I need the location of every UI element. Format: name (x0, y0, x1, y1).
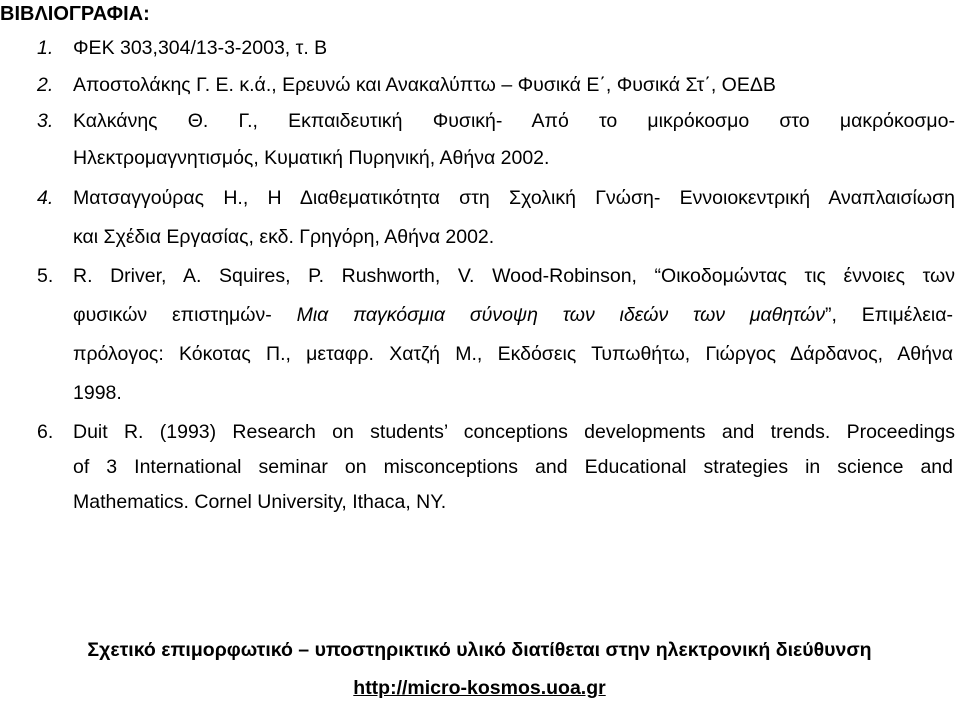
bibliography-entry-4-continued (73, 224, 953, 250)
entry-line: Mathematics. Cornel University, Ithaca, NY. (73, 491, 447, 513)
entry-number: 5. (37, 265, 54, 287)
entry-number: 2. (37, 74, 54, 96)
entry-line (73, 302, 953, 328)
bibliography-entry-6-line-3 (73, 489, 953, 515)
entry-line: και Σχέδια Εργασίας, εκδ. Γρηγόρη, Αθήνα 2002. (73, 226, 495, 248)
entry-line: Ηλεκτρομαγνητισμός, Κυματική Πυρηνική, Αθήνα 2002. (73, 147, 550, 169)
bibliography-entry-5-line-4 (73, 380, 953, 406)
bibliography-entry-6-line-2 (73, 454, 953, 480)
entry-text (73, 35, 955, 61)
entry-number: 6. (37, 421, 54, 443)
entry-line: ΦΕΚ 303,304/13-3-2003, τ. Β (73, 37, 328, 59)
entry-line: Αποστολάκης Γ. Ε. κ.ά., Ερευνώ και Ανακαλύπτω – Φυσικά Ε΄, Φυσικά Στ΄, ΟΕΔΒ (73, 74, 776, 96)
bibliography-heading: ΒΙΒΛΙΟΓΡΑΦΙΑ: (0, 3, 150, 25)
entry-text-segment: ”, Επιμέλεια- (825, 304, 954, 326)
entry-number: 1. (37, 37, 54, 59)
entry-line: of 3 International seminar on misconceptions and Educational strategies in science and (73, 456, 953, 478)
entry-text (73, 72, 955, 98)
entry-line: πρόλογος: Κόκοτας Π., μεταφρ. Χατζή Μ., Εκδόσεις Τυπωθήτω, Γιώργος Δάρδανος, Αθήνα (73, 343, 953, 365)
entry-text (73, 185, 955, 211)
bibliography-entry-5-line-2 (73, 302, 953, 328)
entry-line: 1998. (73, 382, 122, 404)
entry-text-segment: φυσικών επιστημών- (73, 304, 297, 326)
bibliography-entry-5-line-3 (73, 341, 953, 367)
entry-line: R. Driver, A. Squires, P. Rushworth, V. Wood-Robinson, “Οικοδομώντας τις έννοιες των (73, 265, 955, 287)
entry-italic-title: Μια παγκόσμια σύνοψη των ιδεών των μαθητών (296, 304, 825, 326)
entry-line: Καλκάνης Θ. Γ., Εκπαιδευτική Φυσική- Από το μικρόκοσμο στο μακρόκοσμο- (73, 110, 955, 132)
entry-line: Ματσαγγούρας Η., Η Διαθεματικότητα στη Σχολική Γνώση- Εννοιοκεντρική Αναπλαισίωση (73, 187, 955, 209)
entry-number: 3. (37, 110, 54, 132)
entry-line: Duit R. (1993) Research on students’ conceptions developments and trends. Proceedings (73, 421, 955, 443)
entry-text (73, 263, 955, 289)
bibliography-entry-3-continued (73, 145, 953, 171)
entry-text (73, 419, 955, 445)
footer-note: Σχετικό επιμορφωτικό – υποστηρικτικό υλικό διατίθεται στην ηλεκτρονική διεύθυνση (87, 639, 872, 661)
entry-text (73, 108, 955, 134)
entry-number: 4. (37, 187, 54, 209)
footer-link-container (0, 676, 959, 700)
website-link[interactable]: http://micro-kosmos.uoa.gr (353, 677, 606, 699)
